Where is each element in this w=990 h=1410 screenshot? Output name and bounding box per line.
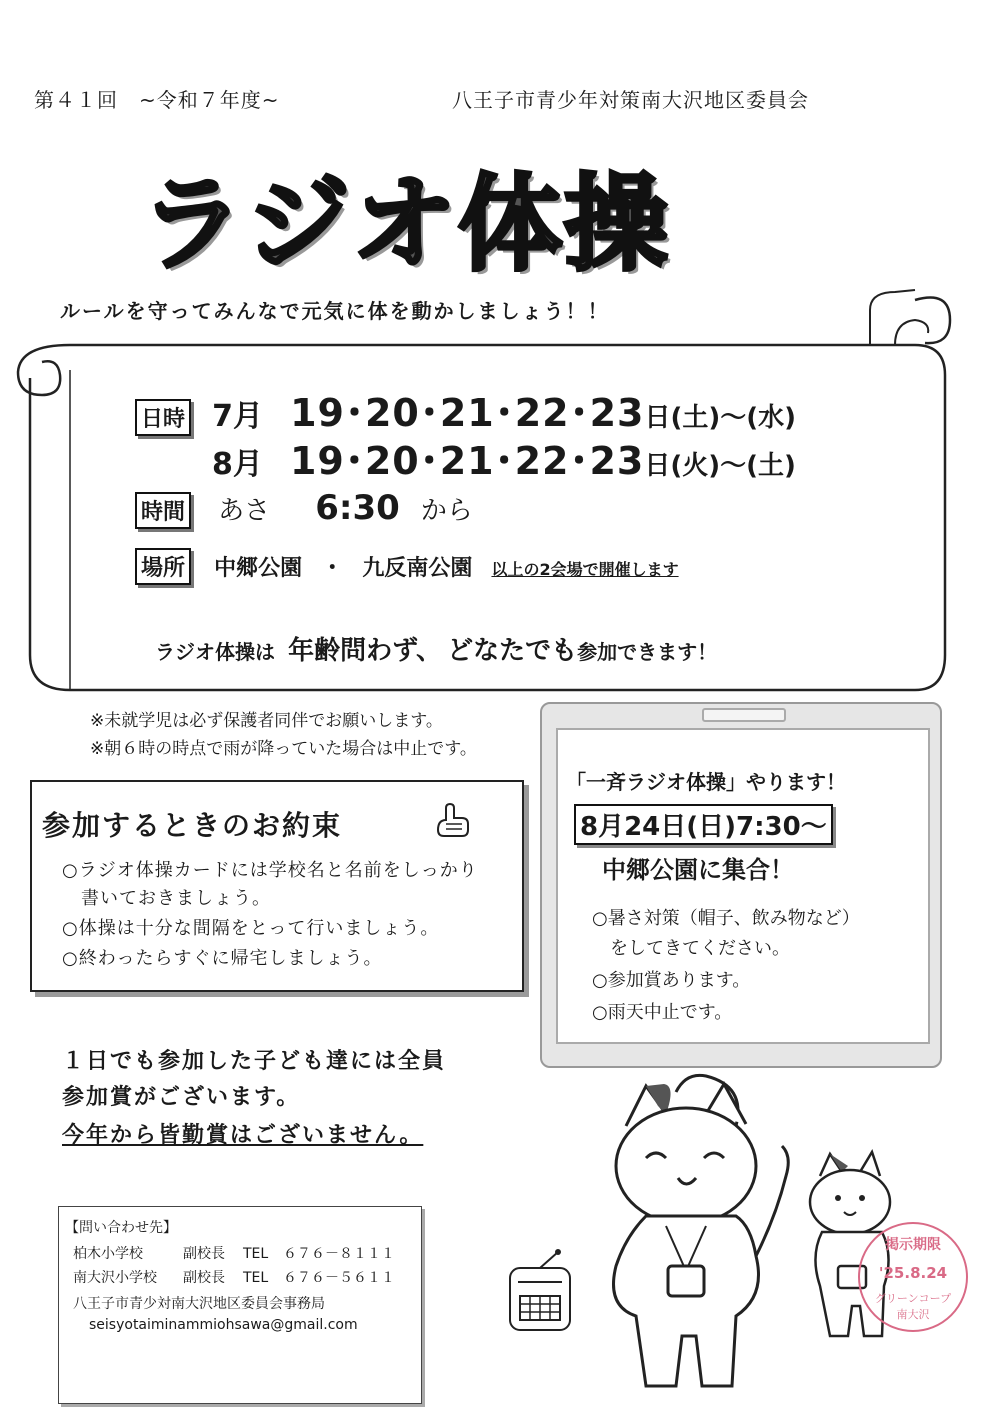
july-days: 19･20･21･22･23 bbox=[290, 391, 645, 435]
contact-row bbox=[73, 1243, 395, 1263]
date-label: 日時 bbox=[135, 399, 191, 436]
participation-line: 参加賞がございます。 bbox=[62, 1085, 301, 1110]
july-month: 7月 bbox=[212, 399, 263, 434]
event-item: をしてきてください。 bbox=[592, 938, 790, 959]
participation-line: １日でも参加した子ども達には全員 bbox=[62, 1049, 447, 1074]
event-item: ○参加賞あります。 bbox=[592, 970, 751, 991]
schedule-place-row bbox=[135, 548, 679, 585]
note-line: ※朝６時の時点で雨が降っていた場合は中止です。 bbox=[90, 739, 477, 759]
anyone-part-2: 年齢問わず、 bbox=[288, 636, 443, 666]
page-title: ラジオ体操 bbox=[140, 163, 671, 285]
place-separator: ・ bbox=[321, 556, 344, 581]
event-item: ○暑さ対策（帽子、飲み物など） bbox=[592, 908, 860, 929]
contact-email[interactable]: seisyotaiminammiohsawa@gmail.com bbox=[89, 1317, 358, 1333]
event-date: 8月24日(日)7:30～ bbox=[574, 804, 833, 845]
perfect-attendance-note: 今年から皆勤賞はございません。 bbox=[62, 1123, 424, 1148]
contact-role: 副校長 bbox=[183, 1270, 225, 1286]
radio-icon bbox=[500, 1248, 580, 1334]
schedule-august-row bbox=[212, 430, 796, 485]
anyone-part-1: ラジオ体操は bbox=[155, 640, 275, 664]
july-weekdays: (土)～(水) bbox=[670, 403, 797, 433]
schedule-time-row bbox=[135, 488, 473, 529]
rules-title: 参加するときのお約束 bbox=[42, 809, 343, 842]
cat-large-illustration bbox=[586, 1066, 806, 1406]
time-prefix: あさ bbox=[218, 496, 271, 526]
contact-tel: ６７６－５６１１ bbox=[283, 1270, 395, 1286]
place-1: 中郷公園 bbox=[214, 556, 303, 581]
contact-box bbox=[58, 1206, 422, 1404]
stamp-line: 掲示期限 bbox=[885, 1237, 941, 1253]
subtitle: ルールを守ってみんなで元気に体を動かしましょう！！ bbox=[60, 299, 610, 323]
stamp-line: 南大沢 bbox=[896, 1308, 930, 1321]
contact-tel-label: TEL bbox=[243, 1246, 269, 1262]
contact-school: 柏木小学校 bbox=[73, 1246, 143, 1262]
contact-role: 副校長 bbox=[183, 1246, 225, 1262]
rule-item: 書いておきましょう。 bbox=[62, 888, 271, 909]
time-suffix: から bbox=[420, 496, 473, 526]
rule-item: ○体操は十分な間隔をとって行いましょう。 bbox=[62, 918, 440, 939]
hand-pointing-icon bbox=[432, 802, 474, 840]
time-value: 6:30 bbox=[315, 488, 400, 528]
posting-deadline-stamp bbox=[858, 1222, 968, 1332]
time-label: 時間 bbox=[135, 492, 191, 529]
event-item: ○雨天中止です。 bbox=[592, 1002, 733, 1023]
july-day-suffix: 日 bbox=[644, 403, 671, 433]
august-month: 8月 bbox=[212, 447, 263, 482]
organizer-label: 八王子市青少年対策南大沢地区委員会 bbox=[452, 88, 809, 112]
contact-row bbox=[73, 1267, 395, 1287]
contact-school: 南大沢小学校 bbox=[73, 1270, 157, 1286]
august-weekdays: (火)～(土) bbox=[670, 451, 796, 481]
rule-item: ○終わったらすぐに帰宅しましょう。 bbox=[62, 948, 383, 969]
edition-label: 第４１回 ~令和７年度~ bbox=[34, 88, 280, 112]
rules-box bbox=[30, 780, 524, 992]
august-day-suffix: 日 bbox=[644, 451, 671, 481]
event-board bbox=[540, 702, 942, 1068]
stamp-line: グリーンコープ bbox=[874, 1292, 952, 1305]
place-2: 九反南公園 bbox=[362, 556, 473, 581]
anyone-message bbox=[155, 630, 717, 667]
place-label: 場所 bbox=[135, 548, 191, 585]
contact-office: 八王子市青少対南大沢地区委員会事務局 bbox=[73, 1296, 325, 1312]
note-line: ※未就学児は必ず保護者同伴でお願いします。 bbox=[90, 711, 443, 731]
contact-tel-label: TEL bbox=[243, 1270, 269, 1286]
event-board-inner bbox=[556, 728, 930, 1044]
event-heading: 「一斉ラジオ体操」やります！ bbox=[566, 770, 846, 794]
contact-title: 【問い合わせ先】 bbox=[65, 1220, 177, 1236]
event-place: 中郷公園に集合！ bbox=[602, 856, 794, 884]
rule-item: ○ラジオ体操カードには学校名と名前をしっかり bbox=[62, 860, 478, 881]
place-note: 以上の2会場で開催します bbox=[491, 560, 679, 579]
contact-tel: ６７６－８１１１ bbox=[283, 1246, 395, 1262]
anyone-part-3: どなたでも bbox=[447, 636, 578, 666]
anyone-part-4: 参加できます！ bbox=[577, 640, 718, 664]
august-days: 19･20･21･22･23 bbox=[289, 439, 645, 483]
board-clip bbox=[702, 708, 786, 722]
stamp-date: '25.8.24 bbox=[878, 1264, 948, 1282]
schedule-july-row bbox=[135, 382, 796, 437]
